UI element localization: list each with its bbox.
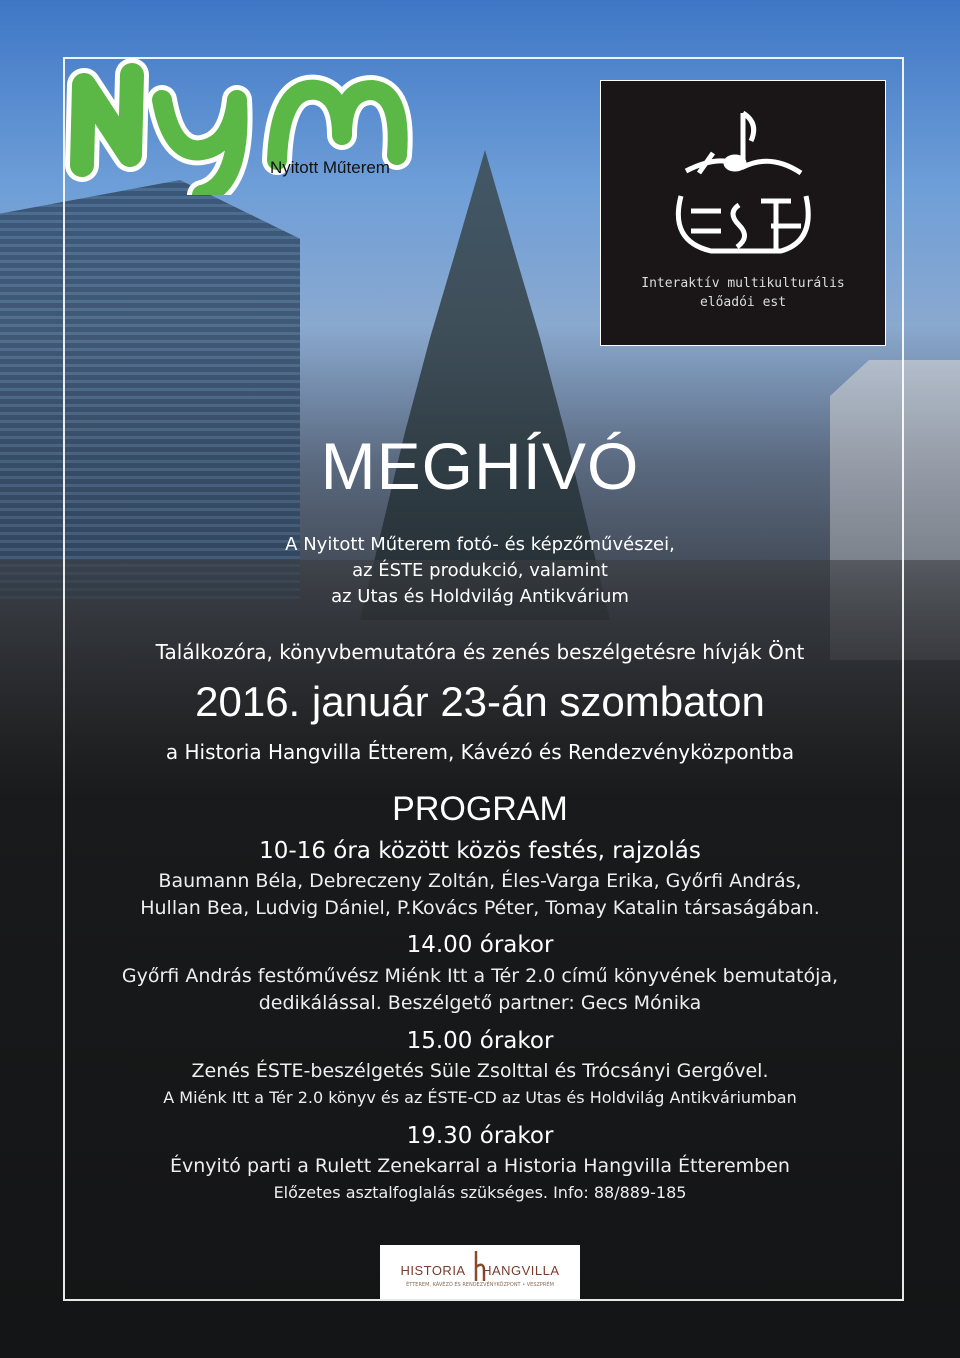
- hangvilla-word: HANGVILLA: [482, 1263, 560, 1278]
- este-caption-line1: Interaktív multikulturális: [641, 276, 845, 291]
- program-item-4-line-2: Előzetes asztalfoglalás szükséges. Info: 88/889-185: [273, 1183, 687, 1202]
- intro-line-2: az ÉSTE produkció, valamint: [352, 560, 608, 581]
- invite-line: Találkozóra, könyvbemutatóra és zenés beszélgetésre hívják Önt: [155, 640, 805, 664]
- program-item-4-time: 19.30 órakor: [406, 1123, 554, 1149]
- event-date: 2016. január 23-án szombaton: [195, 678, 765, 725]
- este-caption-line2: előadói est: [699, 295, 787, 310]
- nym-subtitle: Nyitott Műterem: [270, 158, 390, 177]
- historia-hangvilla-tagline: ÉTTEREM, KÁVÉZÓ ÉS RENDEZVÉNYKÖZPONT • VESZPRÉM: [406, 1282, 554, 1288]
- historia-hangvilla-logo: [380, 1245, 580, 1299]
- program-item-2-line-1: Győrfi András festőművész Miénk Itt a Tér 2.0 című könyvének bemutatója,: [121, 965, 839, 987]
- program-item-1-line-1: Baumann Béla, Debreczeny Zoltán, Éles-Varga Erika, Győrfi András,: [158, 870, 802, 892]
- program-heading: PROGRAM: [392, 790, 568, 828]
- program-item-2-time: 14.00 órakor: [406, 932, 554, 958]
- program-item-1-time: 10-16 óra között közös festés, rajzolás: [259, 838, 701, 864]
- venue-line: a Historia Hangvilla Étterem, Kávézó és Rendezvényközpontba: [165, 740, 795, 764]
- este-logo: [600, 80, 886, 346]
- este-mark-icon: [651, 101, 835, 271]
- historia-word: HISTORIA: [400, 1263, 466, 1278]
- program-item-3-line-1: Zenés ÉSTE-beszélgetés Süle Zsolttal és Trócsányi Gergővel.: [191, 1060, 769, 1082]
- historia-hangvilla-name: [380, 1263, 580, 1278]
- intro-line-1: A Nyitott Műterem fotó- és képzőművészei,: [285, 534, 675, 555]
- intro-line-3: az Utas és Holdvilág Antikvárium: [331, 586, 629, 607]
- program-item-2-line-2: dedikálással. Beszélgető partner: Gecs Mónika: [258, 992, 702, 1014]
- program-item-1-line-2: Hullan Bea, Ludvig Dániel, P.Kovács Péter, Tomay Katalin társaságában.: [140, 897, 820, 919]
- page-title: MEGHÍVÓ: [320, 429, 640, 503]
- program-item-3-time: 15.00 órakor: [406, 1028, 554, 1054]
- program-item-3-line-2: A Miénk Itt a Tér 2.0 könyv és az ÉSTE-CD az Utas és Holdvilág Antikváriumban: [163, 1088, 797, 1107]
- program-item-4-line-1: Évnyitó parti a Rulett Zenekarral a Historia Hangvilla Étteremben: [170, 1155, 790, 1177]
